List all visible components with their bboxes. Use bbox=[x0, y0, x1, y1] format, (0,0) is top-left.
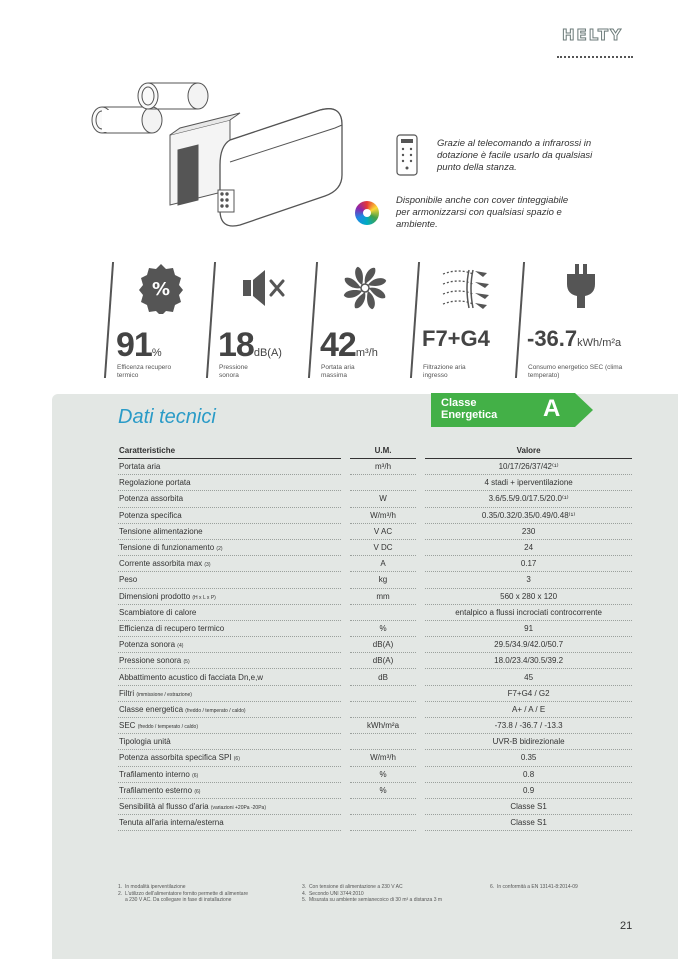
table-row bbox=[118, 572, 632, 588]
row-feature: Filtri (immissione / estrazione) bbox=[118, 686, 341, 702]
table-row bbox=[118, 799, 632, 815]
header-unit: U.M. bbox=[350, 442, 415, 459]
row-value: Classe S1 bbox=[425, 815, 632, 831]
feature-unit: m³/h bbox=[355, 347, 378, 359]
row-feature: Peso bbox=[118, 572, 341, 588]
product-illustration bbox=[80, 80, 350, 250]
row-unit: W/m³/h bbox=[350, 508, 415, 524]
table-row bbox=[118, 589, 632, 605]
row-feature: Trafilamento interno (6) bbox=[118, 767, 341, 783]
table-row bbox=[118, 637, 632, 653]
row-value: Classe S1 bbox=[425, 799, 632, 815]
remote-note: Grazie al telecomando a infrarossi in dotazione è facile usarlo da qualsiasi punto della stanza. bbox=[437, 138, 593, 173]
color-wheel-icon bbox=[355, 201, 379, 225]
row-feature: Dimensioni prodotto (H x L x P) bbox=[118, 589, 341, 605]
row-unit: W bbox=[350, 491, 415, 507]
table-row bbox=[118, 734, 632, 750]
logo-divider bbox=[557, 56, 633, 58]
row-value: 0.17 bbox=[425, 556, 632, 572]
technical-data-table bbox=[118, 442, 632, 831]
footnote: 3. Con tensione di alimentazione a 230 V AC bbox=[302, 884, 403, 890]
feature-unit: % bbox=[151, 347, 162, 359]
row-feature: Pressione sonora (5) bbox=[118, 653, 341, 669]
cover-note: Disponibile anche con cover tinteggiabile per armonizzarsi con qualsiasi spazio e ambiente. bbox=[396, 195, 569, 230]
footnote: a 230 V AC. Da collegare in fase di installazione bbox=[118, 897, 232, 903]
row-unit: dB bbox=[350, 669, 415, 685]
feature-filtration bbox=[414, 260, 519, 380]
row-value: 3.6/5.5/9.0/17.5/20.0⁽¹⁾ bbox=[425, 491, 632, 507]
row-unit bbox=[350, 734, 415, 750]
table-row bbox=[118, 605, 632, 621]
feature-value: F7+G4 bbox=[422, 326, 490, 351]
section-title: Dati tecnici bbox=[118, 406, 216, 428]
remote-control-icon bbox=[395, 133, 421, 177]
row-feature: Scambiatore di calore bbox=[118, 605, 341, 621]
table-row bbox=[118, 621, 632, 637]
feature-value: -36.7 bbox=[527, 326, 578, 351]
row-unit: dB(A) bbox=[350, 637, 415, 653]
row-unit: W/m³/h bbox=[350, 750, 415, 766]
row-unit: dB(A) bbox=[350, 653, 415, 669]
feature-highlights bbox=[108, 260, 648, 380]
row-unit: kWh/m²a bbox=[350, 718, 415, 734]
row-feature: Corrente assorbita max (3) bbox=[118, 556, 341, 572]
row-unit: % bbox=[350, 783, 415, 799]
row-feature: Tensione di funzionamento (2) bbox=[118, 540, 341, 556]
row-value: 24 bbox=[425, 540, 632, 556]
feature-sound-pressure bbox=[210, 260, 310, 380]
table-row bbox=[118, 459, 632, 475]
feature-label: Filtrazione aria ingresso bbox=[423, 364, 466, 379]
feature-unit: dB(A) bbox=[253, 347, 282, 359]
row-value: 45 bbox=[425, 669, 632, 685]
table-row bbox=[118, 718, 632, 734]
row-unit: % bbox=[350, 621, 415, 637]
footnote: 2. L'utilizzo dell'alimentatore fornito permette di alimentare bbox=[118, 890, 249, 897]
table-row bbox=[118, 815, 632, 831]
feature-label: Consumo energetico SEC (clima temperato) bbox=[528, 364, 623, 379]
page-number: 21 bbox=[620, 920, 633, 932]
row-value: UVR-B bidirezionale bbox=[425, 734, 632, 750]
feature-label: Efficenza recupero termico bbox=[117, 364, 172, 379]
footnote: 5. Misurata su ambiente semianecoico di 30 m³ a distanza 3 m bbox=[302, 897, 443, 903]
row-feature: Tensione alimentazione bbox=[118, 524, 341, 540]
row-unit bbox=[350, 605, 415, 621]
filter-airflow-icon bbox=[439, 262, 495, 314]
feature-energy-consumption bbox=[519, 260, 648, 380]
row-feature: Tenuta all'aria interna/esterna bbox=[118, 815, 341, 831]
energy-class-value: A bbox=[543, 395, 561, 422]
row-value: F7+G4 / G2 bbox=[425, 686, 632, 702]
table-row bbox=[118, 750, 632, 766]
speaker-mute-icon bbox=[235, 262, 291, 314]
row-value: 91 bbox=[425, 621, 632, 637]
row-unit: V DC bbox=[350, 540, 415, 556]
feature-unit: kWh/m²a bbox=[577, 337, 622, 349]
row-unit: m³/h bbox=[350, 459, 415, 475]
row-unit bbox=[350, 799, 415, 815]
row-unit: % bbox=[350, 767, 415, 783]
row-unit bbox=[350, 702, 415, 718]
table-row bbox=[118, 686, 632, 702]
feature-value: 18 bbox=[218, 326, 254, 364]
row-feature: Trafilamento esterno (6) bbox=[118, 783, 341, 799]
row-value: 230 bbox=[425, 524, 632, 540]
table-header-row bbox=[118, 442, 632, 459]
row-value: 560 x 280 x 120 bbox=[425, 589, 632, 605]
row-value: 0.8 bbox=[425, 767, 632, 783]
table-row bbox=[118, 475, 632, 491]
row-unit: A bbox=[350, 556, 415, 572]
row-value: entalpico a flussi incrociati controcorrente bbox=[425, 605, 632, 621]
energy-class-label: Classe Energetica bbox=[441, 397, 498, 421]
row-feature: Potenza sonora (4) bbox=[118, 637, 341, 653]
row-feature: Sensibilità al flusso d'aria (variazioni +20Pa -20Pa) bbox=[118, 799, 341, 815]
row-feature: Regolazione portata bbox=[118, 475, 341, 491]
row-feature: Abbattimento acustico di facciata Dn,e,w bbox=[118, 669, 341, 685]
footnote: 1. In modalità iperventilazione bbox=[118, 884, 186, 890]
feature-heat-recovery bbox=[108, 260, 208, 380]
row-feature: Potenza assorbita bbox=[118, 491, 341, 507]
row-value: A+ / A / E bbox=[425, 702, 632, 718]
row-unit: V AC bbox=[350, 524, 415, 540]
row-feature: Efficienza di recupero termico bbox=[118, 621, 341, 637]
row-value: 0.35 bbox=[425, 750, 632, 766]
row-value: 3 bbox=[425, 572, 632, 588]
fan-icon bbox=[337, 262, 393, 314]
table-row bbox=[118, 669, 632, 685]
row-unit bbox=[350, 475, 415, 491]
header-feature: Caratteristiche bbox=[118, 442, 341, 459]
percent-badge-icon bbox=[133, 262, 189, 314]
table-row bbox=[118, 653, 632, 669]
feature-label: Portata aria massima bbox=[321, 364, 355, 379]
brand-logo: HELTY bbox=[562, 26, 623, 44]
power-plug-icon bbox=[553, 262, 609, 314]
table-row bbox=[118, 702, 632, 718]
footnotes-col1 bbox=[118, 884, 293, 904]
row-unit bbox=[350, 815, 415, 831]
footnote: 6. In conformità a EN 13141-8:2014-09 bbox=[490, 884, 578, 890]
feature-value: 42 bbox=[320, 326, 356, 364]
feature-value: 91 bbox=[116, 326, 152, 364]
row-unit: kg bbox=[350, 572, 415, 588]
row-feature: SEC (freddo / temperato / caldo) bbox=[118, 718, 341, 734]
table-row bbox=[118, 783, 632, 799]
footnote: 4. Secondo UNI 3744:2010 bbox=[302, 890, 364, 897]
row-value: 0.9 bbox=[425, 783, 632, 799]
table-row bbox=[118, 556, 632, 572]
row-unit: mm bbox=[350, 589, 415, 605]
footnotes-col3 bbox=[490, 884, 630, 891]
row-unit bbox=[350, 686, 415, 702]
footnotes-col2 bbox=[302, 884, 487, 904]
row-feature: Portata aria bbox=[118, 459, 341, 475]
row-feature: Potenza specifica bbox=[118, 508, 341, 524]
table-row bbox=[118, 767, 632, 783]
feature-label: Pressione sonora bbox=[219, 364, 248, 379]
table-row bbox=[118, 508, 632, 524]
table-row bbox=[118, 524, 632, 540]
row-value: 18.0/23.4/30.5/39.2 bbox=[425, 653, 632, 669]
row-feature: Classe energetica (freddo / temperato / caldo) bbox=[118, 702, 341, 718]
row-feature: Potenza assorbita specifica SPI (6) bbox=[118, 750, 341, 766]
row-value: 0.35/0.32/0.35/0.49/0.48⁽¹⁾ bbox=[425, 508, 632, 524]
table-row bbox=[118, 540, 632, 556]
row-value: 29.5/34.9/42.0/50.7 bbox=[425, 637, 632, 653]
svg-text:%: % bbox=[151, 279, 171, 300]
feature-air-flow bbox=[312, 260, 412, 380]
table-row bbox=[118, 491, 632, 507]
row-feature: Tipologia unità bbox=[118, 734, 341, 750]
row-value: -73.8 / -36.7 / -13.3 bbox=[425, 718, 632, 734]
row-value: 10/17/26/37/42⁽¹⁾ bbox=[425, 459, 632, 475]
row-value: 4 stadi + iperventilazione bbox=[425, 475, 632, 491]
header-value: Valore bbox=[425, 442, 632, 459]
feature-separator bbox=[104, 262, 114, 378]
